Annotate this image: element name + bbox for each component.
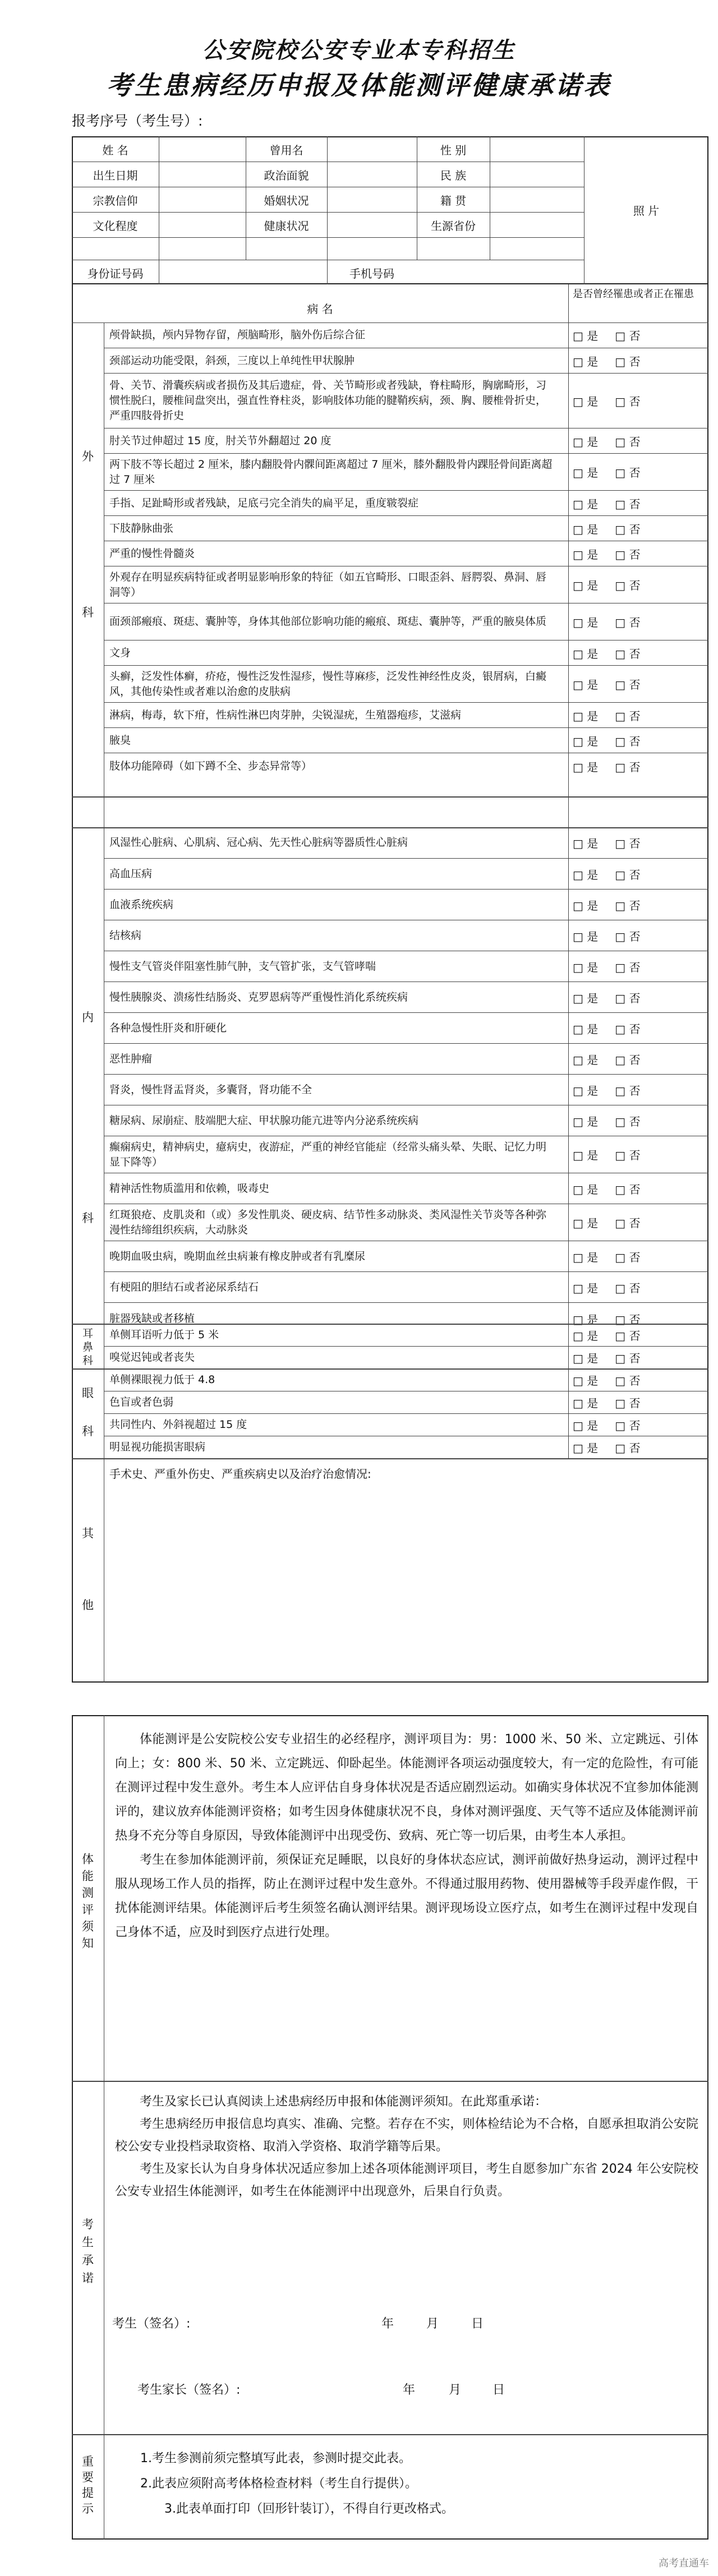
surgery-disease-name: 肘关节过伸超过 15 度，肘关节外翻超过 20 度 <box>109 434 332 447</box>
surgery-disease-name: 肢体功能障碍（如下蹲不全、步态异常等） <box>109 760 312 772</box>
no-checkbox[interactable]: □ 否 <box>615 395 641 408</box>
surgery-disease-name: 下肢静脉曲张 <box>109 522 174 534</box>
internal-answer-options <box>573 1204 641 1241</box>
no-checkbox[interactable]: □ 否 <box>615 647 641 661</box>
no-checkbox[interactable]: □ 否 <box>615 898 641 913</box>
yes-checkbox[interactable]: □ 是 <box>573 709 599 723</box>
no-checkbox[interactable]: □ 否 <box>615 837 641 850</box>
eye-answer-options <box>573 1414 641 1436</box>
internal-answer-options <box>573 951 641 981</box>
surgery-answer-options <box>573 640 641 665</box>
no-checkbox[interactable]: □ 否 <box>615 1182 641 1196</box>
no-checkbox[interactable]: □ 否 <box>615 709 641 723</box>
no-checkbox[interactable]: □ 否 <box>615 929 641 943</box>
surgery-row <box>104 566 708 603</box>
education-label: 文化程度 <box>93 219 138 233</box>
internal-answer-options <box>573 1173 641 1204</box>
surgery-answer-options <box>573 428 641 453</box>
eye-row <box>104 1436 708 1458</box>
surgery-disease-name: 淋病，梅毒，软下疳，性病性淋巴肉芽肿，尖锐湿疣，生殖器疱疹，艾滋病 <box>109 708 462 721</box>
surgery-answer-options <box>573 454 641 490</box>
surgery-answer-options <box>573 703 641 727</box>
registration-number-label: 报考序号（考生号）: <box>72 113 203 129</box>
important-label: 重 要 提 示 <box>82 2455 94 2515</box>
no-checkbox[interactable]: □ 否 <box>615 991 641 1005</box>
surgery-disease-name: 手指、足趾畸形或者残缺，足底弓完全消失的扁平足，重度皲裂症 <box>109 496 419 509</box>
surgery-disease-name: 文身 <box>109 646 131 659</box>
internal-disease-name: 有梗阻的胆结石或者泌尿系结石 <box>109 1280 259 1293</box>
eye-answer-options <box>573 1436 641 1458</box>
yes-checkbox[interactable]: □ 是 <box>573 466 599 480</box>
no-checkbox[interactable]: □ 否 <box>615 1352 641 1365</box>
no-checkbox[interactable]: □ 否 <box>615 868 641 882</box>
notice-paragraph-2: 考生在参加体能测评前，须保证充足睡眠，以良好的身体状态应试，测评前做好热身运动，测评过程中服从现场工作人员的指挥，防止在测评过程中发生意外。不得通过服用药物、使用器械等手段弄虚作假，干扰体能测评结果。体能测评后考生须签名确认测评结果。测评现场设立医疗点，如考生在测评过程中发现自己身体不适，应及时到医疗点进行处理。 <box>115 1853 698 1939</box>
watermark: 高考直通车 <box>659 2557 709 2569</box>
gender-label: 性 别 <box>440 144 467 157</box>
yes-checkbox[interactable]: □ 是 <box>573 395 599 408</box>
category-eye: 眼 科 <box>82 1386 94 1438</box>
surgery-row <box>104 665 708 702</box>
internal-disease-name: 癫痫病史，精神病史，癔病史，夜游症，严重的神经官能症（经常头痛头晕、失眠、记忆力明显下降等） <box>109 1140 547 1168</box>
surgery-disease-name: 外观存在明显疾病特征或者明显影响形象的特征（如五官畸形、口眼歪斜、唇腭裂、鼻洞、唇洞等） <box>109 570 547 598</box>
surgery-disease-name: 两下肢不等长超过 2 厘米，膝内翻股骨内髁间距离超过 7 厘米，膝外翻股骨内踝胫骨间距离超过 7 厘米 <box>109 458 553 486</box>
no-checkbox[interactable]: □ 否 <box>615 522 641 536</box>
surgery-row <box>104 753 708 780</box>
category-ent: 耳 鼻 科 <box>82 1328 93 1367</box>
ent-answer-options <box>573 1347 641 1368</box>
form-title-line2: 考生患病经历申报及体能测评健康承诺表 <box>107 70 611 100</box>
internal-disease-name: 风湿性心脏病、心肌病、冠心病、先天性心脏病等器质性心脏病 <box>109 836 408 849</box>
parent-sign-day: 日 <box>493 2383 505 2397</box>
province-label: 生源省份 <box>431 219 476 233</box>
internal-row <box>104 1043 708 1074</box>
yes-checkbox[interactable]: □ 是 <box>573 991 599 1005</box>
surgery-answer-options <box>573 603 641 640</box>
important-item-3: 3.此表单面打印（回形针装订），不得自行更改格式。 <box>164 2502 454 2516</box>
no-checkbox[interactable]: □ 否 <box>615 1397 641 1410</box>
internal-row <box>104 1241 708 1271</box>
surgery-row <box>104 373 708 428</box>
id-card-label: 身份证号码 <box>87 267 144 280</box>
surgery-answer-options <box>573 566 641 603</box>
yes-checkbox[interactable]: □ 是 <box>573 1441 599 1455</box>
internal-answer-options <box>573 1272 641 1302</box>
surgery-row <box>104 515 708 541</box>
no-checkbox[interactable]: □ 否 <box>615 547 641 561</box>
internal-row <box>104 1271 708 1302</box>
internal-disease-name: 血液系统疾病 <box>109 898 174 911</box>
no-checkbox[interactable]: □ 否 <box>615 1149 641 1162</box>
yes-checkbox[interactable]: □ 是 <box>573 1250 599 1264</box>
category-other: 其 他 <box>82 1527 94 1612</box>
yes-checkbox[interactable]: □ 是 <box>573 1114 599 1128</box>
name-label: 姓 名 <box>102 144 128 157</box>
internal-row <box>104 920 708 951</box>
surgery-answer-options <box>573 322 641 348</box>
student-sign-day: 日 <box>471 2317 484 2331</box>
eye-row <box>104 1391 708 1413</box>
yes-checkbox[interactable]: □ 是 <box>573 579 599 592</box>
surgery-answer-options <box>573 516 641 541</box>
promise-paragraph-3: 考生及家长认为自身身体状况适应参加上述各项体能测评项目，考生自愿参加广东省 2024 年公安院校公安专业招生体能测评，如考生在体能测评中出现意外，后果自行负责。 <box>115 2162 698 2199</box>
political-label: 政治面貌 <box>264 169 309 182</box>
internal-answer-options <box>573 1136 641 1173</box>
surgery-answer-options <box>573 666 641 702</box>
no-checkbox[interactable]: □ 否 <box>615 1329 641 1343</box>
yes-checkbox[interactable]: □ 是 <box>573 1281 599 1295</box>
no-checkbox[interactable]: □ 否 <box>615 1084 641 1098</box>
internal-row <box>104 858 708 889</box>
surgery-row <box>104 541 708 566</box>
surgery-disease-name: 颅骨缺损，颅内异物存留，颅脑畸形，脑外伤后综合征 <box>109 329 366 341</box>
internal-answer-options <box>573 890 641 920</box>
surgery-disease-name: 腋臭 <box>109 734 131 746</box>
internal-row <box>104 1173 708 1204</box>
yes-checkbox[interactable]: □ 是 <box>573 1053 599 1067</box>
surgery-disease-name: 面颈部瘢痕、斑痣、囊肿等，身体其他部位影响功能的瘢痕、斑痣、囊肿等，严重的腋臭体质 <box>109 615 547 628</box>
surgery-answer-options <box>573 728 641 753</box>
internal-disease-name: 糖尿病、尿崩症、肢端肥大症、甲状腺功能亢进等内分泌系统疾病 <box>109 1114 419 1127</box>
native-label: 籍 贯 <box>440 194 467 208</box>
internal-row <box>104 1105 708 1136</box>
surgery-disease-name: 骨、关节、滑囊疾病或者损伤及其后遗症，骨、关节畸形或者残缺，脊柱畸形，胸廓畸形，习惯性脱臼，腰椎间盘突出，强直性脊柱炎，影响肢体功能的腱鞘疾病，颈、胸、腰椎骨折史，严重四肢骨折史 <box>109 379 547 422</box>
ent-answer-options <box>573 1324 641 1346</box>
eye-answer-options <box>573 1391 641 1413</box>
student-signature-label: 考生（签名）: <box>112 2317 191 2331</box>
internal-disease-name: 慢性支气管炎伴阻塞性肺气肿，支气管扩张，支气管哮喘 <box>109 960 376 973</box>
parent-sign-month: 月 <box>449 2383 462 2397</box>
yes-checkbox[interactable]: □ 是 <box>573 837 599 850</box>
eye-row <box>104 1368 708 1391</box>
yes-checkbox[interactable]: □ 是 <box>573 1329 599 1343</box>
internal-disease-name: 慢性胰腺炎、溃疡性结肠炎、克罗恩病等严重慢性消化系统疾病 <box>109 990 408 1003</box>
eye-disease-name: 色盲或者色弱 <box>109 1396 174 1408</box>
surgery-answer-options <box>573 541 641 566</box>
surgery-row <box>104 453 708 490</box>
surgery-disease-name: 严重的慢性骨髓炎 <box>109 547 195 560</box>
internal-row <box>104 1136 708 1173</box>
internal-answer-options <box>573 982 641 1012</box>
internal-answer-options <box>573 920 641 951</box>
yes-checkbox[interactable]: □ 是 <box>573 1182 599 1196</box>
yes-checkbox[interactable]: □ 是 <box>573 329 599 343</box>
surgery-row <box>104 603 708 640</box>
parent-sign-year: 年 <box>403 2383 416 2397</box>
no-checkbox[interactable]: □ 否 <box>615 1022 641 1036</box>
surgery-answer-options <box>573 348 641 373</box>
category-internal: 内 科 <box>82 1011 94 1225</box>
yes-checkbox[interactable]: □ 是 <box>573 1352 599 1365</box>
internal-answer-options <box>573 1044 641 1074</box>
ent-row <box>104 1324 708 1346</box>
photo-label: 照 片 <box>633 204 660 218</box>
notice-paragraph-1: 体能测评是公安院校公安专业招生的必经程序，测评项目为：男：1000 米、50 米、立定跳远、引体向上；女：800 米、50 米、立定跳远、仰卧起坐。体能测评各项运动强度较大，有一定的危险性，有可能在测评过程中发生意外。考生本人应评估自身身体状况是否适应剧烈运动。如确实身体状况不宜参加体能测评的，建议放弃体能测评资格；如考生因身体健康状况不良，身体对测评强度、天气等不适应及体能测评前热身不充分等自身原因，导致体能测评中出现受伤、致病、死亡等一切后果，由考生本人承担。 <box>115 1732 698 1843</box>
eye-disease-name: 明显视功能损害眼病 <box>109 1441 206 1453</box>
internal-disease-name: 红斑狼疮、皮肌炎和（或）多发性肌炎、硬皮病、结节性多动脉炎、类风湿性关节炎等各种弥漫性结缔组织疾病，大动脉炎 <box>109 1208 547 1236</box>
yes-checkbox[interactable]: □ 是 <box>573 929 599 943</box>
no-checkbox[interactable]: □ 否 <box>615 1374 641 1388</box>
internal-row <box>104 1204 708 1241</box>
yes-checkbox[interactable]: □ 是 <box>573 960 599 974</box>
internal-answer-options <box>573 859 641 889</box>
no-checkbox[interactable]: □ 否 <box>615 960 641 974</box>
yes-checkbox[interactable]: □ 是 <box>573 435 599 449</box>
surgery-disease-name: 颈部运动功能受限，斜颈，三度以上单纯性甲状腺肿 <box>109 354 355 367</box>
surgery-answer-options <box>573 491 641 515</box>
yes-checkbox[interactable]: □ 是 <box>573 1419 599 1432</box>
no-checkbox[interactable]: □ 否 <box>615 1250 641 1264</box>
promise-paragraph-1: 考生及家长已认真阅读上述患病经历申报和体能测评须知。在此郑重承诺： <box>140 2095 547 2109</box>
health-label: 健康状况 <box>264 219 309 233</box>
yes-checkbox[interactable]: □ 是 <box>573 1149 599 1162</box>
no-checkbox[interactable]: □ 否 <box>615 678 641 692</box>
internal-answer-options <box>573 1013 641 1043</box>
ent-disease-name: 单侧耳语听力低于 5 米 <box>109 1328 219 1341</box>
no-checkbox[interactable]: □ 否 <box>615 616 641 629</box>
other-history-text: 手术史、严重外伤史、严重疾病史以及治疗治愈情况: <box>109 1467 371 1481</box>
ethnicity-label: 民 族 <box>440 169 467 182</box>
ent-disease-name: 嗅觉迟钝或者丧失 <box>109 1351 195 1363</box>
internal-disease-name: 结核病 <box>109 929 142 942</box>
yes-checkbox[interactable]: □ 是 <box>573 497 599 511</box>
no-checkbox[interactable]: □ 否 <box>615 329 641 343</box>
birth-date-label: 出生日期 <box>93 169 138 182</box>
no-checkbox[interactable]: □ 否 <box>615 1441 641 1455</box>
no-checkbox[interactable]: □ 否 <box>615 1312 641 1326</box>
student-sign-month: 月 <box>426 2317 439 2331</box>
important-item-2: 2.此表应须附高考体格检查材料（考生自行提供）。 <box>140 2477 417 2491</box>
no-checkbox[interactable]: □ 否 <box>615 354 641 368</box>
no-checkbox[interactable]: □ 否 <box>615 761 641 774</box>
yes-checkbox[interactable]: □ 是 <box>573 1216 599 1230</box>
no-checkbox[interactable]: □ 否 <box>615 435 641 449</box>
surgery-row <box>104 322 708 348</box>
surgery-answer-options <box>573 374 641 428</box>
no-checkbox[interactable]: □ 否 <box>615 579 641 592</box>
form-title-line1: 公安院校公安专业本专科招生 <box>202 37 516 63</box>
no-checkbox[interactable]: □ 否 <box>615 1114 641 1128</box>
yes-checkbox[interactable]: □ 是 <box>573 1374 599 1388</box>
internal-row <box>104 889 708 920</box>
phone-label: 手机号码 <box>349 267 394 280</box>
promise-text <box>115 2091 698 2203</box>
yes-checkbox[interactable]: □ 是 <box>573 1397 599 1410</box>
yes-checkbox[interactable]: □ 是 <box>573 1312 599 1326</box>
internal-disease-name: 高血压病 <box>109 867 153 880</box>
internal-row <box>104 981 708 1012</box>
yes-checkbox[interactable]: □ 是 <box>573 616 599 629</box>
no-checkbox[interactable]: □ 否 <box>615 1281 641 1295</box>
internal-row <box>104 951 708 981</box>
eye-answer-options <box>573 1368 641 1391</box>
no-checkbox[interactable]: □ 否 <box>615 1419 641 1432</box>
internal-answer-options <box>573 1241 641 1271</box>
eye-disease-name: 单侧裸眼视力低于 4.8 <box>109 1373 215 1386</box>
ent-row <box>104 1346 708 1368</box>
disease-header-title: 病 名 <box>307 302 333 316</box>
internal-disease-name: 精神活性物质滥用和依赖，吸毒史 <box>109 1182 270 1195</box>
yes-checkbox[interactable]: □ 是 <box>573 761 599 774</box>
yes-checkbox[interactable]: □ 是 <box>573 522 599 536</box>
no-checkbox[interactable]: □ 否 <box>615 1216 641 1230</box>
parent-signature-label: 考生家长（签名）: <box>137 2383 241 2397</box>
surgery-row <box>104 702 708 727</box>
notice-label: 体 能 测 评 须 知 <box>82 1852 94 1950</box>
category-surgery: 外 科 <box>82 450 94 619</box>
internal-disease-name: 晚期血吸虫病，晚期血丝虫病兼有橡皮肿或者有乳糜尿 <box>109 1250 366 1262</box>
no-checkbox[interactable]: □ 否 <box>615 1053 641 1067</box>
yes-checkbox[interactable]: □ 是 <box>573 547 599 561</box>
surgery-row <box>104 640 708 665</box>
no-checkbox[interactable]: □ 否 <box>615 466 641 480</box>
internal-disease-name: 各种急慢性肝炎和肝硬化 <box>109 1021 227 1034</box>
surgery-disease-name: 头癣，泛发性体癣，疥疮，慢性泛发性湿疹，慢性荨麻疹，泛发性神经性皮炎，银屑病，白癜风，其他传染性或者难以治愈的皮肤病 <box>109 670 547 698</box>
eye-row <box>104 1413 708 1436</box>
notice-text <box>115 1727 698 1944</box>
yes-checkbox[interactable]: □ 是 <box>573 734 599 748</box>
surgery-row <box>104 348 708 373</box>
surgery-answer-options <box>573 753 641 780</box>
internal-row <box>104 1012 708 1043</box>
promise-label: 考 生 承 诺 <box>82 2218 94 2285</box>
internal-row <box>104 827 708 858</box>
internal-answer-options <box>573 1105 641 1136</box>
yes-checkbox[interactable]: □ 是 <box>573 1022 599 1036</box>
promise-paragraph-2: 考生患病经历申报信息均真实、准确、完整。若存在不实，则体检结论为不合格，自愿承担取消公安院校公安专业投档录取资格、取消入学资格、取消学籍等后果。 <box>115 2117 698 2154</box>
important-item-1: 1.考生参测前须完整填写此表，参测时提交此表。 <box>140 2451 411 2466</box>
internal-disease-name: 肾炎，慢性肾盂肾炎，多囊肾，肾功能不全 <box>109 1083 312 1096</box>
surgery-row <box>104 490 708 515</box>
internal-answer-options <box>573 1075 641 1105</box>
yes-checkbox[interactable]: □ 是 <box>573 868 599 882</box>
surgery-row <box>104 428 708 453</box>
yes-checkbox[interactable]: □ 是 <box>573 354 599 368</box>
yes-checkbox[interactable]: □ 是 <box>573 898 599 913</box>
marital-label: 婚姻状况 <box>264 194 309 208</box>
internal-disease-name: 恶性肿瘤 <box>109 1052 153 1065</box>
yes-checkbox[interactable]: □ 是 <box>573 678 599 692</box>
no-checkbox[interactable]: □ 否 <box>615 734 641 748</box>
surgery-row <box>104 727 708 753</box>
no-checkbox[interactable]: □ 否 <box>615 497 641 511</box>
internal-row <box>104 1074 708 1105</box>
former-name-label: 曾用名 <box>269 144 303 157</box>
eye-disease-name: 共同性内、外斜视超过 15 度 <box>109 1418 247 1431</box>
yes-checkbox[interactable]: □ 是 <box>573 647 599 661</box>
internal-answer-options <box>573 827 641 858</box>
religion-label: 宗教信仰 <box>93 194 138 208</box>
yes-checkbox[interactable]: □ 是 <box>573 1084 599 1098</box>
internal-disease-name: 脏器残缺或者移植 <box>109 1312 195 1325</box>
disease-header-answer: 是否曾经罹患或者正在罹患 <box>573 288 694 300</box>
student-sign-year: 年 <box>381 2317 394 2331</box>
